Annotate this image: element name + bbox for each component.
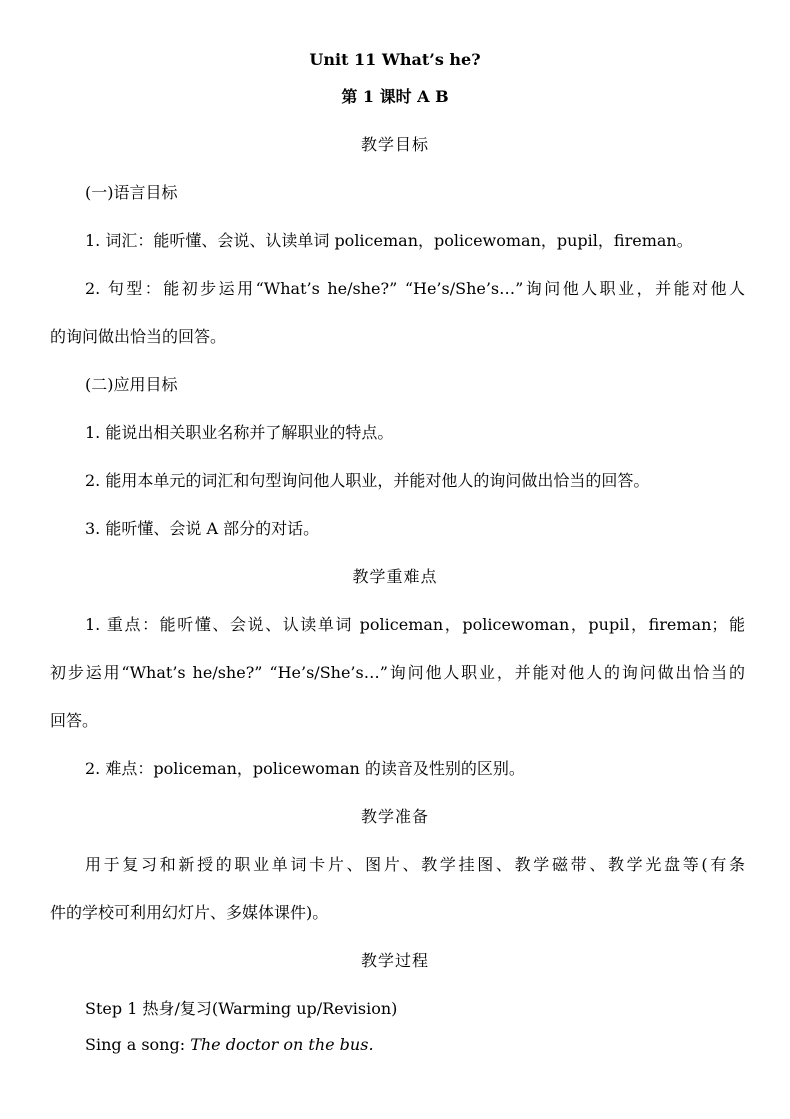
application-objective-item-1: 1. 能说出相关职业名称并了解职业的特点。 [85,423,394,442]
application-objective-item-3: 3. 能听懂、会说 A 部分的对话。 [85,519,320,538]
section-heading-process: 教学过程 [360,951,429,970]
keypoint-item-1-line-3: 回答。 [50,711,99,730]
preparation-line-2: 件的学校可利用幻灯片、多媒体课件)。 [50,903,329,922]
section-heading-preparation: 教学准备 [360,807,429,826]
song-title: The doctor on the bus. [190,1035,374,1054]
keypoint-item-1-line-1: 1. 重点：能听懂、会说、认读单词 policeman，policewoman，pupil，fireman；能 [85,615,745,634]
preparation-line-1: 用于复习和新授的职业单词卡片、图片、教学挂图、教学磁带、教学光盘等(有条 [85,855,745,874]
doc-title: Unit 11 What’s he? [309,50,481,69]
keypoint-item-1-line-2: 初步运用“What’s he/she?” “He’s/She’s…”询问他人职业，并能对他人的询问做出恰当的 [50,663,745,682]
language-objective-item-1: 1. 词汇：能听懂、会说、认读单词 policeman，policewoman，pupil，fireman。 [85,231,693,250]
language-objective-heading: (一)语言目标 [85,183,178,202]
song-label: Sing a song: [85,1035,191,1054]
lesson-label: 第 1 课时 A B [341,87,449,106]
process-step-1: Step 1 热身/复习(Warming up/Revision) [85,999,398,1018]
keypoint-item-2: 2. 难点：policeman，policewoman 的读音及性别的区别。 [85,759,525,778]
application-objective-item-2: 2. 能用本单元的词汇和句型询问他人职业，并能对他人的询问做出恰当的回答。 [85,471,650,490]
language-objective-item-2-line-1: 2. 句型：能初步运用“What’s he/she?” “He’s/She’s…”询问他人职业，并能对他人 [85,279,745,298]
language-objective-item-2-line-2: 的询问做出恰当的回答。 [50,327,227,346]
section-heading-keypoints: 教学重难点 [352,567,438,586]
section-heading-objectives: 教学目标 [360,135,429,154]
application-objective-heading: (二)应用目标 [85,375,178,394]
song-line [85,1035,374,1055]
